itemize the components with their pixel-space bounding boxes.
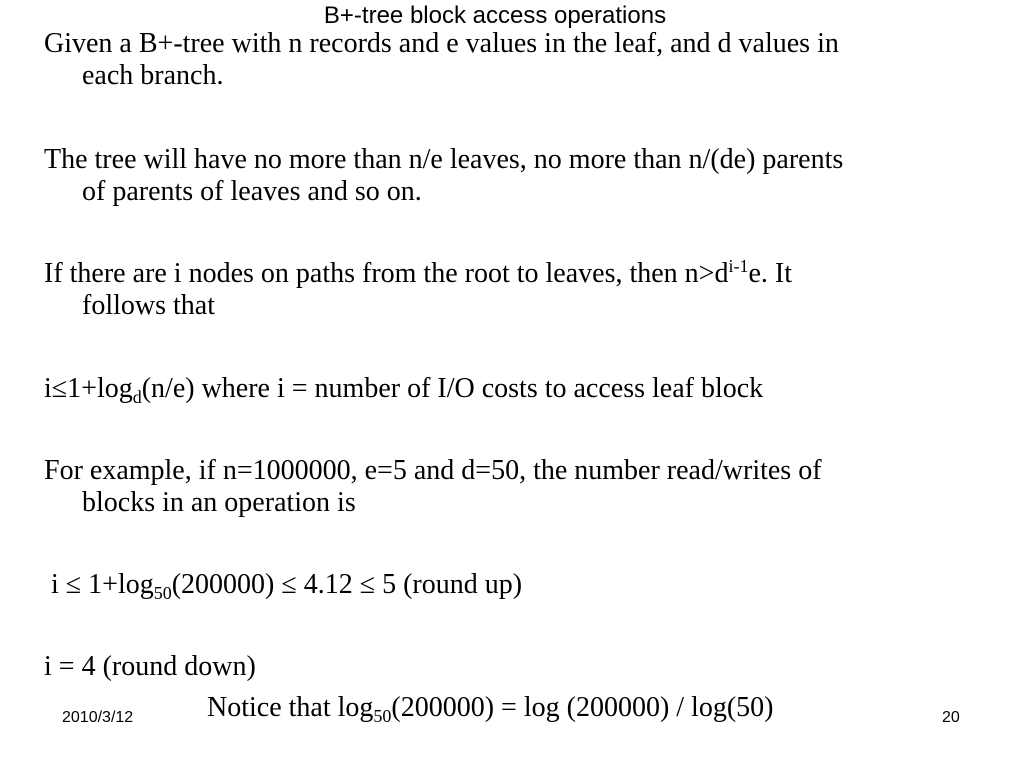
paragraph-given-tree-line1: Given a B+-tree with n records and e values in the leaf, and d values in — [44, 28, 839, 59]
paragraph-given-tree — [44, 28, 839, 92]
paragraph-example — [44, 455, 822, 519]
paragraph-path-nodes-text-b: e. It — [748, 258, 792, 289]
paragraph-round-up-text-b: (200000) ≤ 4.12 ≤ 5 (round up) — [171, 569, 523, 600]
paragraph-given-tree-line2: each branch. — [82, 60, 224, 91]
log-base-subscript: 50 — [153, 583, 172, 603]
paragraph-example-line2: blocks in an operation is — [82, 487, 356, 518]
paragraph-example-line1: For example, if n=1000000, e=5 and d=50, the number read/writes of — [44, 455, 822, 486]
page-number: 20 — [942, 709, 960, 726]
paragraph-path-nodes-text-a: If there are i nodes on paths from the root to leaves, then n>d — [44, 258, 729, 289]
paragraph-round-up-text-a: i ≤ 1+log — [44, 569, 154, 600]
paragraph-round-down — [44, 651, 256, 683]
paragraph-leaf-bounds-line2: of parents of leaves and so on. — [82, 176, 422, 207]
paragraph-round-up — [44, 569, 522, 601]
paragraph-round-down-text: i = 4 (round down) — [44, 651, 256, 682]
paragraph-io-bound — [44, 373, 763, 405]
log-base-subscript: 50 — [373, 706, 392, 726]
log-base-subscript: d — [132, 387, 142, 407]
paragraph-path-nodes — [44, 258, 792, 322]
log-identity-note-text-b: (200000) = log (200000) / log(50) — [391, 692, 774, 723]
paragraph-leaf-bounds-line1: The tree will have no more than n/e leaves, no more than n/(de) parents — [44, 144, 844, 175]
paragraph-io-bound-text-a: i≤1+log — [44, 373, 133, 404]
log-identity-note — [207, 692, 773, 724]
footer-date: 2010/3/12 — [62, 709, 134, 726]
paragraph-path-nodes-line2: follows that — [82, 290, 215, 321]
slide-title: B+-tree block access operations — [323, 2, 667, 29]
paragraph-leaf-bounds — [44, 144, 843, 208]
exponent-superscript: i-1 — [728, 256, 749, 276]
paragraph-io-bound-text-b: (n/e) where i = number of I/O costs to access leaf block — [141, 373, 764, 404]
log-identity-note-text-a: Notice that log — [207, 692, 374, 723]
